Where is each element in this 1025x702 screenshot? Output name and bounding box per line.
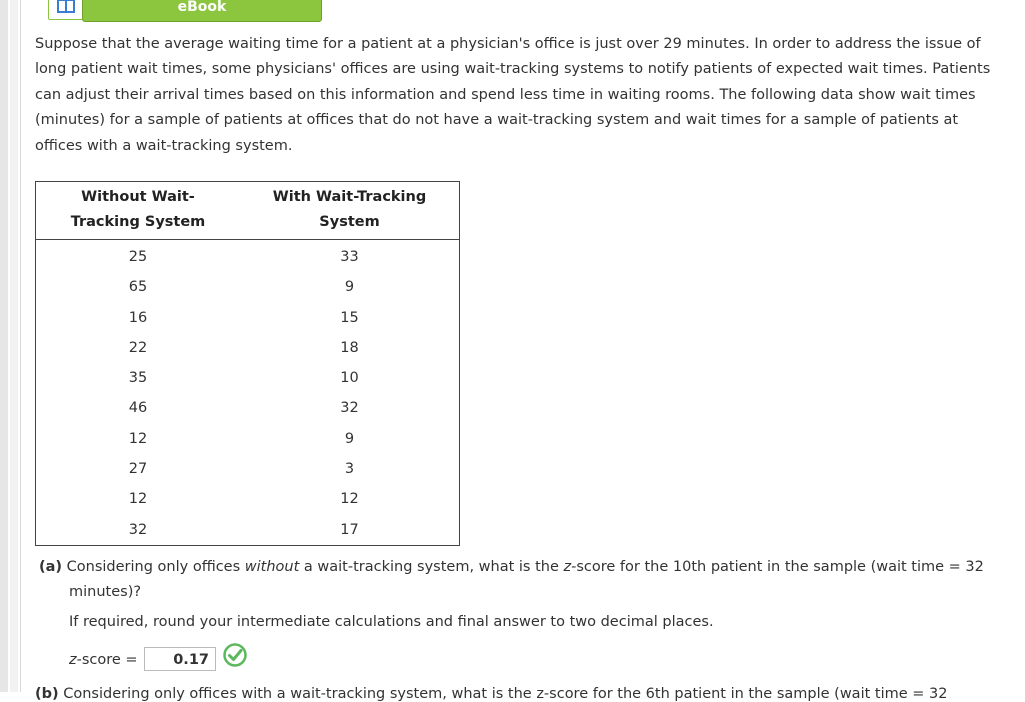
part-b-question-cutoff: (b) Considering only offices with a wait-tracking system, what is the z-score for the 6th patient in the sample (wait time = 32 (35, 686, 948, 702)
z-score-label: z-score = (69, 652, 138, 668)
cell-with: 32 (340, 400, 359, 417)
part-a-question: (a) Considering only offices without a wait-tracking system, what is the z-score for the 10th patient in the sample (wait time = 32 minutes)? (39, 559, 984, 601)
column-header-without: Without Wait- Tracking System (36, 182, 241, 240)
table-row (36, 272, 460, 302)
table-row (36, 424, 460, 454)
cell-without: 35 (128, 370, 148, 387)
cell-with: 12 (340, 491, 359, 508)
cell-with: 33 (340, 248, 359, 265)
cell-without: 27 (128, 461, 148, 478)
cell-with: 3 (344, 461, 355, 478)
table-row (36, 514, 460, 545)
ebook-button[interactable]: eBook (82, 0, 322, 22)
table-row (36, 302, 460, 332)
cell-with: 9 (344, 279, 355, 296)
cell-without: 32 (128, 521, 148, 538)
question-prompt: Suppose that the average waiting time for a patient at a physician's office is just over 29 minutes. In order to address the issue of long patient wait times, some physicians' offices are using wait-tracking systems to notify patients of expected wait times. Patients can adjust their arrival times based on this information and spend less time in waiting rooms. The following data show wait times (minutes) for a sample of patients at offices that do not have a wait-tracking system and wait times for a sample of patients at offices with a wait-tracking system. (35, 36, 991, 154)
table-row (36, 454, 460, 484)
left-rail-inner (10, 0, 18, 692)
cell-with: 15 (340, 309, 359, 326)
cell-without: 25 (128, 248, 148, 265)
table-row (36, 333, 460, 363)
column-header-with: With Wait-Tracking System (240, 182, 460, 240)
part-a-label: (a) (39, 559, 63, 575)
cell-without: 12 (128, 430, 148, 447)
cell-without: 22 (128, 339, 148, 356)
cell-without: 46 (128, 400, 148, 417)
cell-with: 18 (340, 339, 359, 356)
cell-without: 12 (128, 491, 148, 508)
table-row (36, 484, 460, 514)
cell-with: 9 (344, 430, 355, 447)
cell-without: 16 (128, 309, 148, 326)
cell-with: 10 (340, 370, 359, 387)
table-row (36, 363, 460, 393)
wait-times-table (35, 181, 460, 546)
table-row (36, 393, 460, 423)
rounding-instruction: If required, round your intermediate calculations and final answer to two decimal places. (69, 614, 714, 630)
table-row (36, 239, 460, 272)
cell-without: 65 (128, 279, 148, 296)
z-score-input[interactable]: 0.17 (144, 647, 216, 671)
cell-with: 17 (340, 521, 359, 538)
correct-check-icon (222, 642, 248, 668)
left-rail (0, 0, 8, 692)
book-icon[interactable] (48, 0, 84, 20)
